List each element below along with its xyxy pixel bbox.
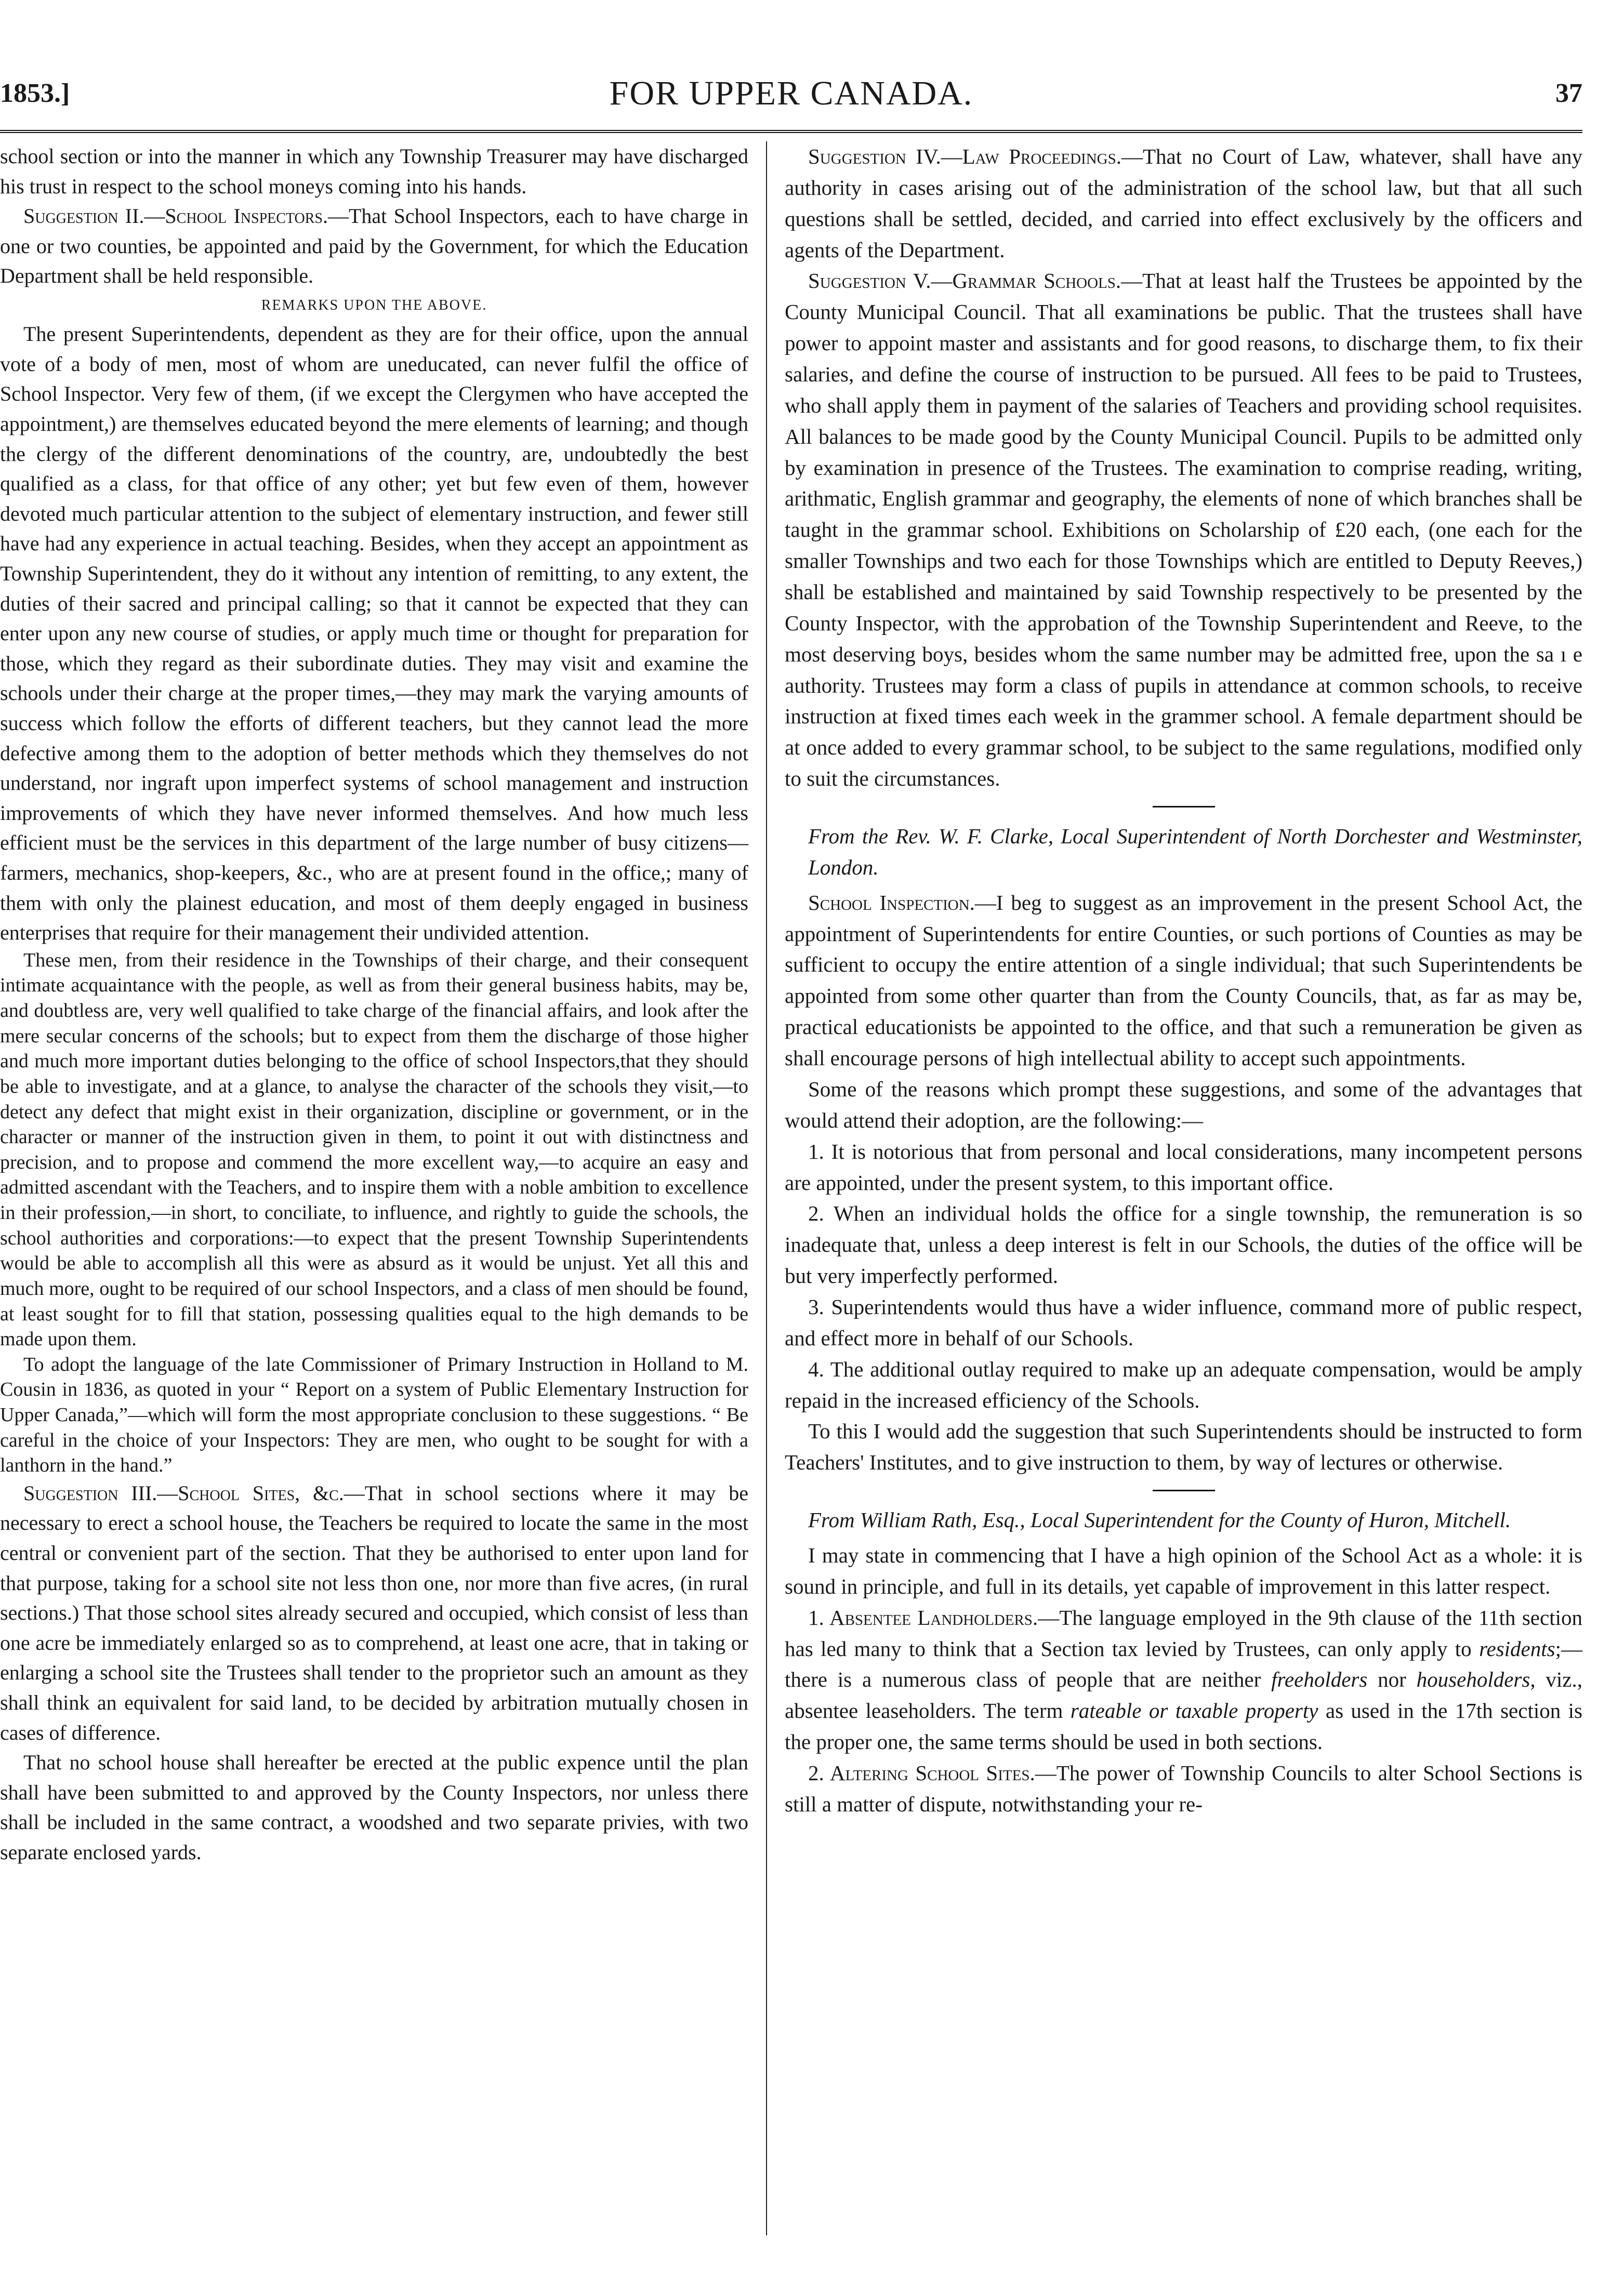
column-divider (766, 141, 767, 2235)
source-clarke: From the Rev. W. F. Clarke, Local Superintendent of North Dorchester and Westminster, London. (808, 824, 1582, 879)
suggestion-5-label: Suggestion V.—Grammar Schools. (808, 269, 1121, 293)
absentee-text: —The language employed in the 9th clause of the 11th section has led many to think that a Section tax levied by Trustees, can only apply to (785, 1605, 1582, 1661)
running-header (0, 74, 1582, 135)
remarks-paragraph-3: To adopt the language of the late Commissioner of Primary Instruction in Holland to M. Cousin in 1836, as quoted in your “ Report on a system of Public Elementary Instruction for Upper Canada,”—which will form the most appropriate conclusion to these suggestions. “ Be careful in the choice of your Inspectors: They are men, who ought to be sought for with a lanthorn in the hand.” (0, 1353, 748, 1477)
absentee-landholders (785, 1602, 1582, 1758)
absentee-text: nor (1367, 1667, 1417, 1692)
school-inspection-label: School Inspection. (808, 890, 975, 915)
reason-item-3: 3. Superintendents would thus have a wider influence, command more of public respect, and effect more in behalf of our Schools. (785, 1294, 1582, 1350)
altering-school-sites (785, 1758, 1582, 1820)
remarks-paragraph-2: These men, from their residence in the Townships of their charge, and their consequent intimate acquaintance with the people, as well as from their general business habits, may be, and doubtless are, very well qualified to take charge of the financial affairs, and look after the mere secular concerns of the schools; but to expect from them the discharge of those higher and much more important duties belonging to the office of school Inspectors,that they should be able to investigate, and at a glance, to analyse the character of the schools they visit,—to detect any defect that might exist in their organization, discipline or government, or in the character or manner of the instruction given in them, to point it out with distinctness and precision, and to propose and commend the more excellent way,—to acquire an easy and admitted ascendant with the Teachers, and to inspire them with a noble ambition to excellence in their profession,—in short, to conciliate, to influence, and rightly to guide the schools, the school authorities and corporations:—to expect that the present Township Superintendents would be able to accomplish all this were as absurd as it would be unjust. Yet all this and much more, ought to be required of our school Inspectors, and a class of men should be found, at least sought for to fill that station, possessing qualities equal to the high demands to be made upon them. (0, 949, 748, 1350)
absentee-label: 1. Absentee Landholders. (808, 1605, 1038, 1630)
absentee-text: ;—there is a numerous class of people that are neither (785, 1636, 1582, 1692)
reason-item-4: 4. The additional outlay required to make up an adequate compensation, would be amply repaid in the increased efficiency of the Schools. (785, 1357, 1582, 1412)
suggestion-4-label: Suggestion IV.—Law Proceedings. (808, 144, 1121, 168)
suggestion-2-text: —That School Inspectors, each to have charge in one or two counties, be appointed and paid by the Government, for which the Education Department shall be held responsible. (0, 204, 748, 288)
suggestion-5-text: —That at least half the Trustees be appointed by the County Municipal Council. That all examinations be public. That the trustees shall have power to appoint master and assistants and for good reasons, to discharge them, to fix their salaries, and define the course of instruction to be pursued. All fees to be paid to Trustees, who shall apply them in payment of the salaries of Teachers and providing school requisites. All balances to be made good by the County Municipal Council. Pupils to be admitted only by examination in presence of the Trustees. The examination to comprise reading, writing, arithmatic, English grammar and geography, the elements of none of which branches shall be taught in the grammar school. Exhibitions on Scholarship of £20 each, (one each for the smaller Townships and two each for those Townships which are entitled to Deputy Reeves,) shall be established and maintained by said Township respectively to be presented by the County Inspector, with the approbation of the Township Superintendent and Reeve, to the most deserving boys, besides whom the same number may be admitted free, upon the sa ı e authority. Trustees may form a class of pupils in attendance at common schools, to receive instruction at fixed times each week in the grammer school. A female department should be at once added to every grammar school, to be subject to the same regulations, modified only to suit the circumstances. (785, 269, 1582, 791)
suggestion-5 (785, 266, 1582, 794)
reason-item-1: 1. It is notorious that from personal and local considerations, many incompetent persons are appointed, under the present system, to this important office. (785, 1139, 1582, 1195)
suggestion-2-label: Suggestion II.—School Inspectors. (23, 204, 328, 228)
term-householders: householders (1416, 1667, 1530, 1692)
reasons-paragraph: Some of the reasons which prompt these suggestions, and some of the advantages that would attend their adoption, are the following:— (785, 1077, 1582, 1132)
absentee-text: as used in the 17th section is the proper one, the same terms should be used in both sections. (785, 1699, 1582, 1754)
header-rule (0, 130, 1582, 133)
suggestion-3-label: Suggestion III.—School Sites, &c. (23, 1481, 344, 1505)
suggestion-2 (0, 201, 748, 291)
school-house-paragraph: That no school house shall hereafter be erected at the public expence until the plan shall have been submitted to and approved by the County Inspectors, nor unless there shall be included in the same contract, a woodshed and two separate privies, with two separate enclosed yards. (0, 1751, 748, 1864)
remarks-heading: REMARKS UPON THE ABOVE. (261, 297, 487, 313)
suggestion-4-text: —That no Court of Law, whatever, shall have any authority in cases arising out of the administration of the school law, but that all such questions shall be settled, decided, and carried into effect exclusively by the officers and agents of the Department. (785, 144, 1583, 262)
header-date: 1853.] (0, 78, 70, 108)
school-inspection-text: —I beg to suggest as an improvement in the present School Act, the appointment of Superintendents for entire Counties, or such portions of Counties as may be sufficient to occupy the entire attention of a single individual; that such Superintendents be appointed from some other quarter than from the County Councils, that, as far as may be, practical educationists be appointed to the office, and that such a remuneration be given as shall encourage persons of high intellectual ability to accept such appointments. (785, 890, 1582, 1070)
term-freeholders: freeholders (1271, 1667, 1368, 1692)
term-rateable: rateable or taxable property (1070, 1699, 1318, 1723)
term-residents: residents (1479, 1636, 1555, 1661)
suggestion-3-text: —That in school sections where it may be necessary to erect a school house, the Teachers be required to locate the same in the most central or convenient part of the section. That they be authorised to enter upon land for that purpose, taking for a school site not less thon one, nor more than five acres, (in rural sections.) That those school sites already secured and occupied, which consist of less than one acre be immediately enlarged so as to comprehend, at least one acre, that in taking or enlarging a school site the Trustees shall tender to the proprietor such an amount as they shall think an equivalent for said land, to be decided by arbitration mutually chosen in cases of difference. (0, 1481, 748, 1744)
left-column (0, 141, 748, 1868)
rath-intro: I may state in commencing that I have a high opinion of the School Act as a whole: it is sound in principle, and full in its details, yet capable of improvement in this latter respect. (785, 1543, 1582, 1598)
suggestion-3 (0, 1478, 748, 1747)
right-column (785, 141, 1582, 1820)
school-inspection (785, 888, 1582, 1074)
teachers-institutes-paragraph: To this I would add the suggestion that such Superintendents should be instructed to form Teachers' Institutes, and to give instruction to them, by way of lectures or otherwise. (785, 1419, 1582, 1475)
paragraph-continued: school section or into the manner in which any Township Treasurer may have discharged his trust in respect to the school moneys coming into his hands. (0, 144, 748, 198)
section-rule (1153, 806, 1215, 807)
section-rule (1153, 1490, 1215, 1491)
source-rath: From William Rath, Esq., Local Superintendent for the County of Huron, Mitchell. (808, 1508, 1511, 1532)
altering-label: 2. Altering School Sites. (808, 1760, 1035, 1785)
page-number: 37 (1555, 78, 1582, 108)
remarks-paragraph-1: The present Superintendents, dependent as they are for their office, upon the annual vote of a body of men, most of whom are uneducated, can never fulfil the office of School Inspector. Very few of them, (if we except the Clergymen who have accepted the appointment,) are themselves educated beyond the mere elements of learning; and though the clergy of the different denominations of the country, are, undoubtedly the best qualified as a class, for that office of any other; yet but few even of them, however devoted much particular attention to the subject of elementary instruction, and fewer still have had any experience in actual teaching. Besides, when they accept an appointment as Township Superintendent, they do it without any intention of remitting, to any extent, the duties of their sacred and principal calling; so that it cannot be expected that they can enter upon any new course of studies, or apply much time or thought for preparation for those, which they regard as their subordinate duties. They may visit and examine the schools under their charge at the proper times,—they may mark the varying amounts of success which follow the efforts of different teachers, but they cannot lead the more defective among them to the adoption of better methods which they themselves do not understand, nor ingraft upon imperfect systems of school management and instruction improvements of which they have never informed themselves. And how much less efficient must be the services in this department of the large number of busy citizens—farmers, mechanics, shop-keepers, &c., who are at present found in the office,; many of them with only the plainest education, and most of them deeply engaged in business enterprises that require for their management their undivided attention. (0, 322, 748, 945)
reason-item-2: 2. When an individual holds the office for a single township, the remuneration is so inadequate that, unless a deep interest is felt in our Schools, the duties of the office will be but very imperfectly performed. (785, 1201, 1582, 1288)
header-title: FOR UPPER CANADA. (609, 74, 973, 112)
absentee-text: , viz., absentee leaseholders. The term (785, 1667, 1583, 1723)
altering-text: —The power of Township Councils to alter School Sections is still a matter of dispute, notwithstanding your re- (785, 1760, 1582, 1816)
suggestion-4 (785, 141, 1582, 266)
